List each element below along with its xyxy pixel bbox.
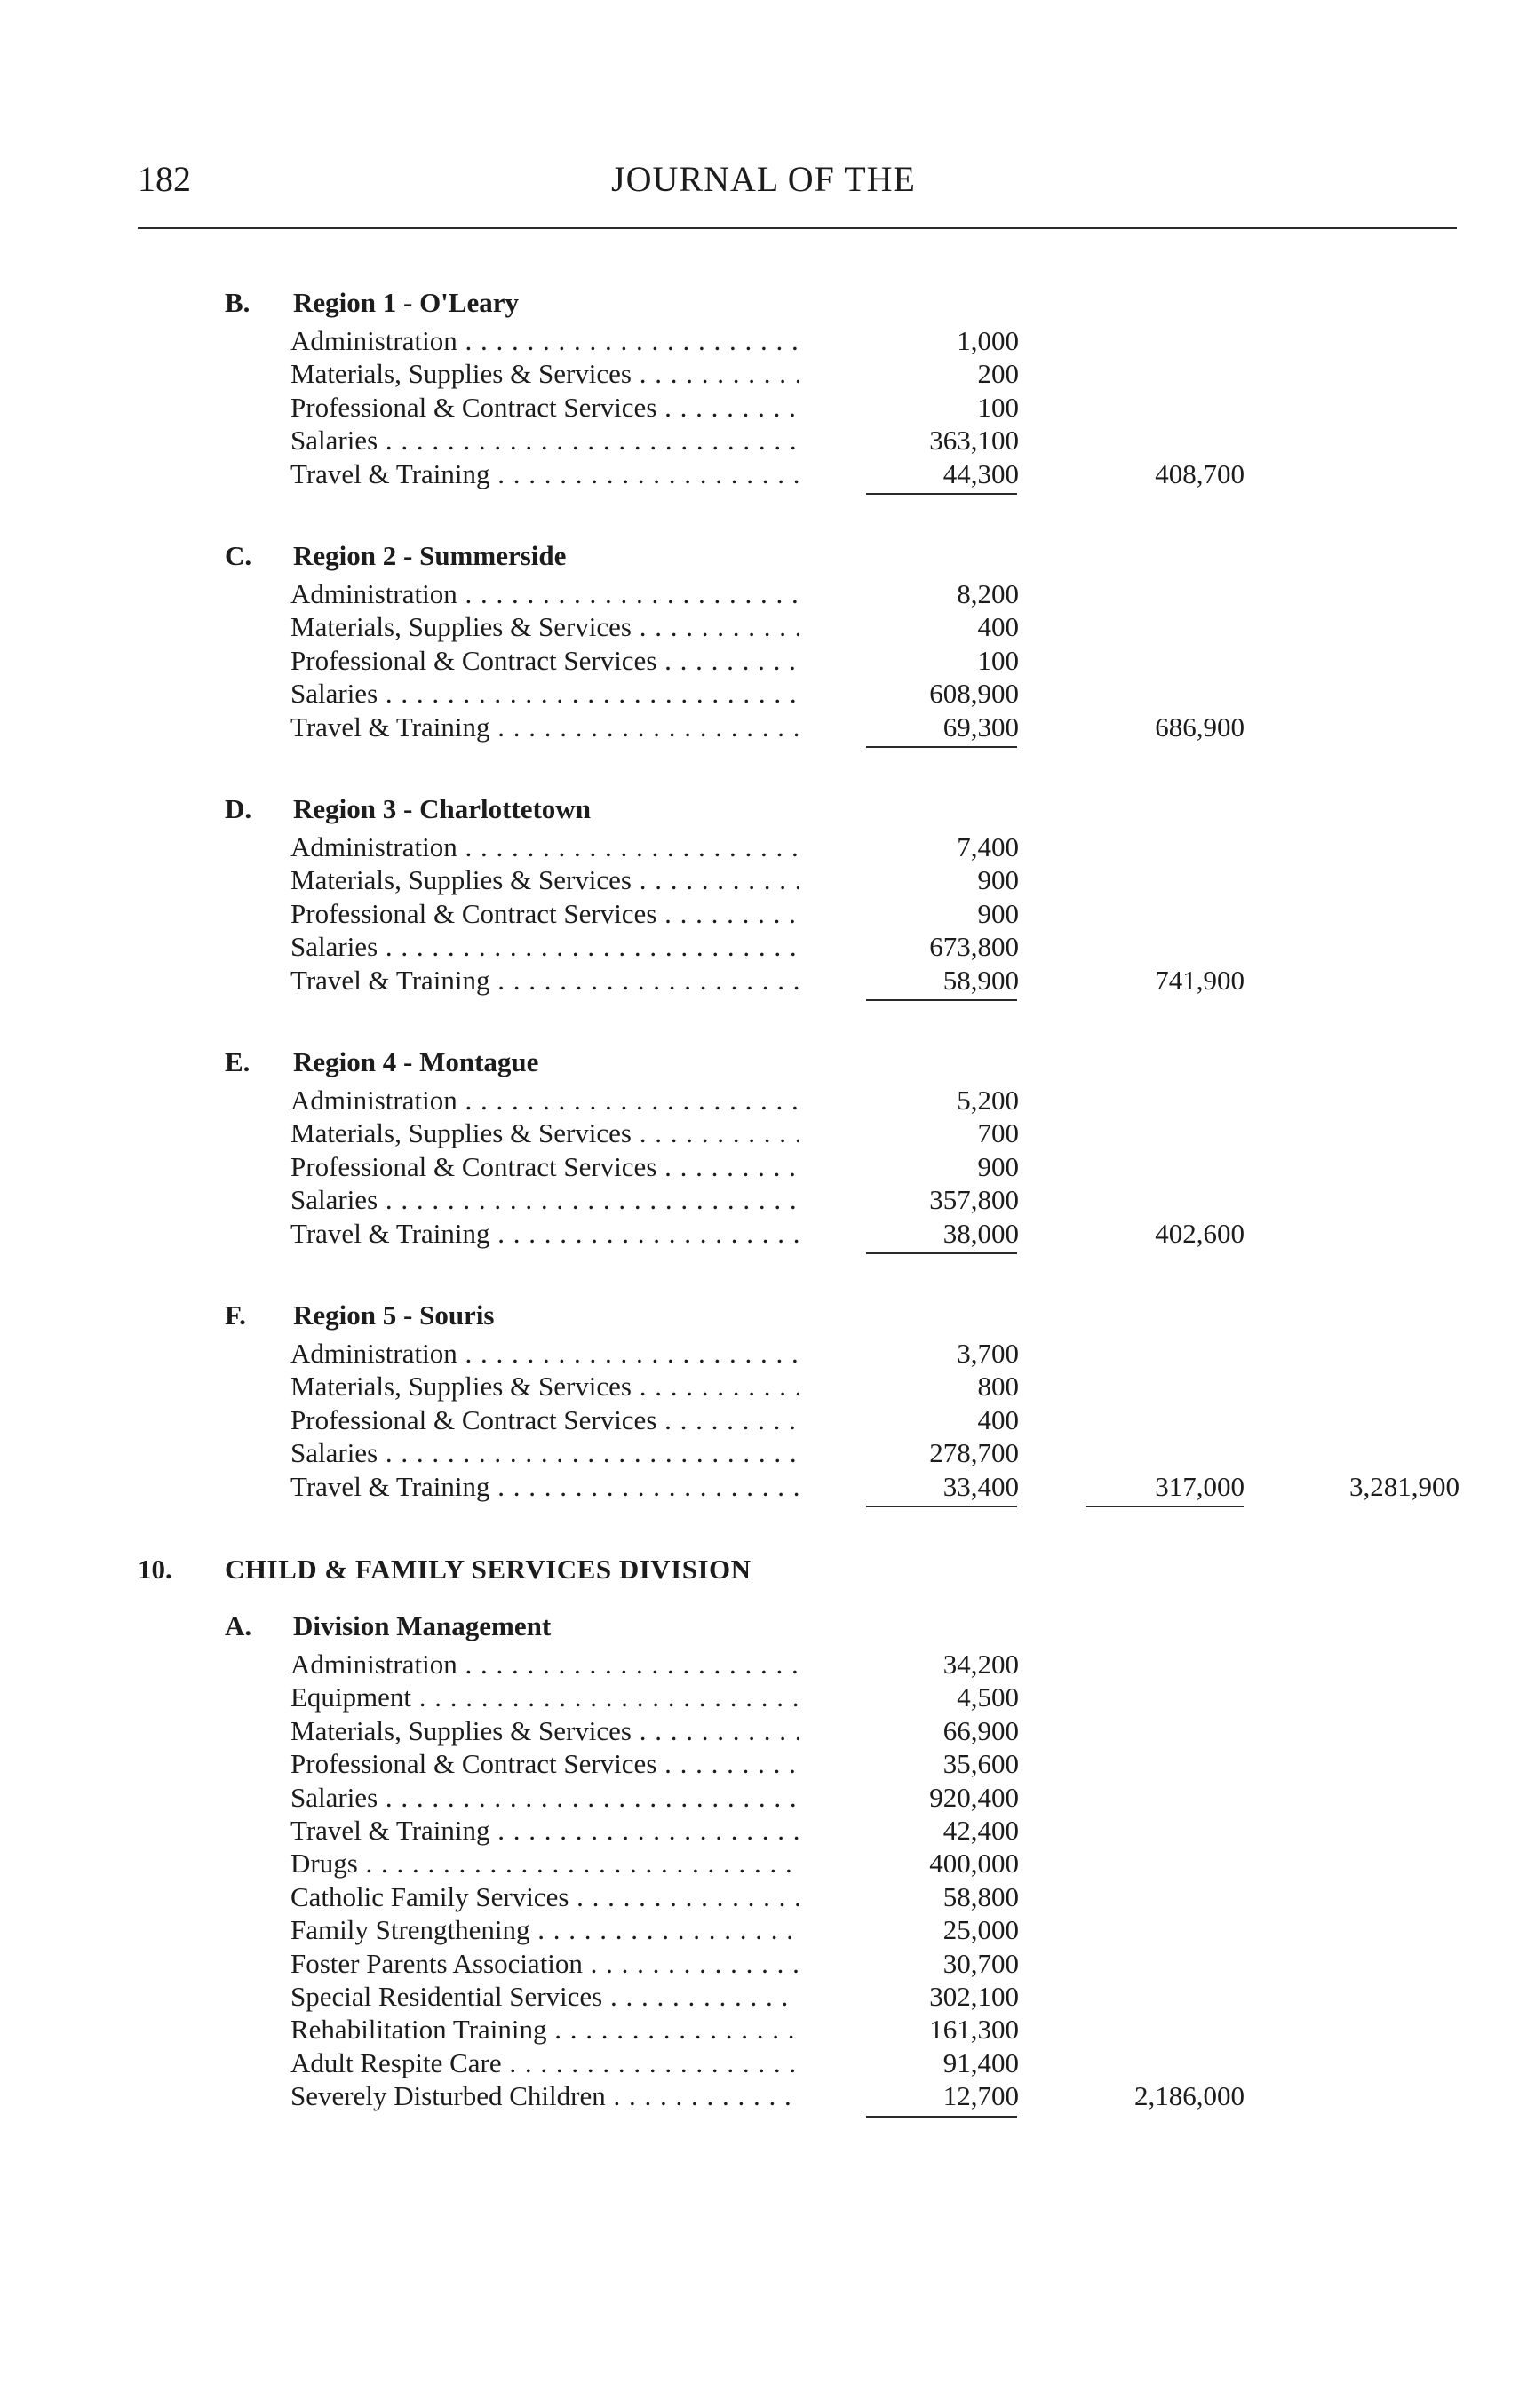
item-amount: 400,000 bbox=[929, 1848, 1019, 1880]
line-items bbox=[0, 830, 1527, 997]
item-label: Family Strengthening . . . bbox=[290, 1913, 799, 1946]
line-item bbox=[0, 424, 1527, 457]
line-item bbox=[0, 1470, 1527, 1503]
section-letter: D. bbox=[225, 793, 252, 824]
line-items bbox=[0, 1337, 1527, 1503]
item-label: Rehabilitation Training . . . bbox=[290, 2013, 799, 2046]
section-total: 686,900 bbox=[1155, 711, 1245, 743]
item-label: Salaries . . . bbox=[290, 1436, 799, 1469]
section-letter: A. bbox=[225, 1610, 252, 1641]
item-label: Adult Respite Care . . . bbox=[290, 2046, 799, 2079]
item-amount: 700 bbox=[977, 1117, 1019, 1149]
line-item bbox=[0, 1436, 1527, 1469]
item-amount: 35,600 bbox=[942, 1748, 1019, 1780]
item-amount: 900 bbox=[977, 897, 1019, 929]
section-letter: B. bbox=[225, 287, 251, 318]
item-amount: 100 bbox=[977, 644, 1019, 676]
section-heading: Division Management bbox=[293, 1610, 552, 1641]
subtotal-rule bbox=[866, 2116, 1017, 2118]
section-heading: Region 2 - Summerside bbox=[293, 540, 567, 571]
item-amount: 302,100 bbox=[929, 1980, 1019, 2012]
line-item bbox=[0, 1681, 1527, 1713]
item-amount: 38,000 bbox=[942, 1217, 1019, 1249]
line-item bbox=[0, 1880, 1527, 1913]
item-amount: 69,300 bbox=[942, 711, 1019, 743]
line-items bbox=[0, 1084, 1527, 1250]
section-letter: F. bbox=[225, 1299, 246, 1331]
line-item bbox=[0, 711, 1527, 743]
item-label: Travel & Training . . . bbox=[290, 964, 799, 997]
line-item bbox=[0, 610, 1527, 643]
item-amount: 30,700 bbox=[942, 1947, 1019, 1979]
item-amount: 91,400 bbox=[942, 2046, 1019, 2078]
item-label: Administration . . . bbox=[290, 1337, 799, 1370]
item-amount: 3,700 bbox=[957, 1338, 1019, 1369]
item-label: Professional & Contract Services . . . bbox=[290, 391, 799, 424]
line-item bbox=[0, 1980, 1527, 2013]
line-items bbox=[0, 577, 1527, 743]
line-item bbox=[0, 1714, 1527, 1747]
section-letter: E. bbox=[225, 1046, 251, 1077]
division-number: 10. bbox=[138, 1554, 172, 1585]
item-label: Travel & Training . . . bbox=[290, 457, 799, 490]
line-item bbox=[0, 1217, 1527, 1250]
item-label: Administration . . . bbox=[290, 577, 799, 610]
division-title: CHILD & FAMILY SERVICES DIVISION bbox=[225, 1554, 752, 1585]
item-amount: 900 bbox=[977, 1150, 1019, 1182]
item-label: Salaries . . . bbox=[290, 424, 799, 457]
division-heading bbox=[0, 1553, 1527, 1588]
running-title: JOURNAL OF THE bbox=[611, 159, 916, 199]
line-item bbox=[0, 964, 1527, 997]
item-amount: 4,500 bbox=[957, 1681, 1019, 1713]
subtotal-rule bbox=[866, 1506, 1017, 1507]
item-label: Salaries . . . bbox=[290, 930, 799, 963]
section-total: 402,600 bbox=[1155, 1217, 1245, 1249]
line-item bbox=[0, 1150, 1527, 1183]
line-item bbox=[0, 644, 1527, 677]
item-label: Professional & Contract Services . . . bbox=[290, 1403, 799, 1436]
line-item bbox=[0, 2046, 1527, 2079]
section-letter: C. bbox=[225, 540, 252, 571]
item-label: Travel & Training . . . bbox=[290, 1217, 799, 1250]
line-item bbox=[0, 1747, 1527, 1780]
line-item bbox=[0, 897, 1527, 930]
item-amount: 100 bbox=[977, 391, 1019, 423]
total-rule bbox=[1086, 1506, 1244, 1507]
line-item bbox=[0, 457, 1527, 490]
item-label: Professional & Contract Services . . . bbox=[290, 644, 799, 677]
line-item bbox=[0, 677, 1527, 710]
item-label: Professional & Contract Services . . . bbox=[290, 1747, 799, 1780]
item-amount: 161,300 bbox=[929, 2014, 1019, 2046]
item-label: Materials, Supplies & Services . . . bbox=[290, 1370, 799, 1403]
item-label: Materials, Supplies & Services . . . bbox=[290, 1714, 799, 1747]
item-label: Administration . . . bbox=[290, 1648, 799, 1681]
item-label: Professional & Contract Services . . . bbox=[290, 897, 799, 930]
item-amount: 25,000 bbox=[942, 1914, 1019, 1946]
section-total: 741,900 bbox=[1155, 964, 1245, 996]
item-label: Materials, Supplies & Services . . . bbox=[290, 1117, 799, 1149]
section-heading: Region 5 - Souris bbox=[293, 1299, 495, 1331]
item-amount: 58,900 bbox=[942, 964, 1019, 996]
line-item bbox=[0, 1337, 1527, 1370]
line-item bbox=[0, 577, 1527, 610]
line-item bbox=[0, 391, 1527, 424]
page-number: 182 bbox=[138, 159, 191, 199]
item-amount: 673,800 bbox=[929, 931, 1019, 963]
item-amount: 58,800 bbox=[942, 1880, 1019, 1912]
item-amount: 8,200 bbox=[957, 578, 1019, 609]
item-label: Salaries . . . bbox=[290, 1183, 799, 1216]
item-amount: 33,400 bbox=[942, 1470, 1019, 1502]
line-items bbox=[0, 324, 1527, 490]
item-amount: 900 bbox=[977, 864, 1019, 896]
item-label: Administration . . . bbox=[290, 830, 799, 863]
line-item bbox=[0, 830, 1527, 863]
item-label: Travel & Training . . . bbox=[290, 711, 799, 743]
item-label: Salaries . . . bbox=[290, 1781, 799, 1814]
item-amount: 363,100 bbox=[929, 425, 1019, 457]
item-amount: 200 bbox=[977, 358, 1019, 390]
line-item bbox=[0, 1913, 1527, 1946]
section-total: 2,186,000 bbox=[1134, 2080, 1245, 2112]
item-label: Catholic Family Services . . . bbox=[290, 1880, 799, 1913]
line-item bbox=[0, 1117, 1527, 1149]
item-label: Drugs . . . bbox=[290, 1847, 799, 1880]
item-label: Foster Parents Association . . . bbox=[290, 1947, 799, 1980]
line-item bbox=[0, 1947, 1527, 1980]
line-item bbox=[0, 2013, 1527, 2046]
item-amount: 1,000 bbox=[957, 325, 1019, 356]
item-amount: 608,900 bbox=[929, 678, 1019, 710]
item-amount: 44,300 bbox=[942, 457, 1019, 489]
item-amount: 7,400 bbox=[957, 831, 1019, 862]
line-item bbox=[0, 1084, 1527, 1117]
item-label: Salaries . . . bbox=[290, 677, 799, 710]
line-item bbox=[0, 1183, 1527, 1216]
item-amount: 400 bbox=[977, 611, 1019, 643]
item-amount: 357,800 bbox=[929, 1184, 1019, 1216]
item-amount: 12,700 bbox=[942, 2080, 1019, 2112]
line-item bbox=[0, 357, 1527, 390]
item-label: Travel & Training . . . bbox=[290, 1814, 799, 1847]
item-label: Materials, Supplies & Services . . . bbox=[290, 610, 799, 643]
line-item bbox=[0, 1370, 1527, 1403]
item-label: Professional & Contract Services . . . bbox=[290, 1150, 799, 1183]
item-label: Travel & Training . . . bbox=[290, 1470, 799, 1503]
section-heading: Region 1 - O'Leary bbox=[293, 287, 519, 318]
item-amount: 42,400 bbox=[942, 1814, 1019, 1846]
item-label: Materials, Supplies & Services . . . bbox=[290, 357, 799, 390]
subtotal-rule bbox=[866, 746, 1017, 748]
item-amount: 920,400 bbox=[929, 1781, 1019, 1813]
line-item bbox=[0, 930, 1527, 963]
item-amount: 66,900 bbox=[942, 1714, 1019, 1746]
line-item bbox=[0, 1847, 1527, 1880]
section-total: 317,000 bbox=[1155, 1470, 1245, 1502]
section-total: 408,700 bbox=[1155, 457, 1245, 489]
item-amount: 400 bbox=[977, 1403, 1019, 1435]
subtotal-rule bbox=[866, 999, 1017, 1001]
item-amount: 800 bbox=[977, 1371, 1019, 1403]
page-header bbox=[0, 0, 1527, 240]
line-item bbox=[0, 1648, 1527, 1681]
item-label: Administration . . . bbox=[290, 1084, 799, 1117]
line-items bbox=[0, 1648, 1527, 2112]
item-label: Administration . . . bbox=[290, 324, 799, 357]
line-item bbox=[0, 863, 1527, 896]
item-label: Equipment . . . bbox=[290, 1681, 799, 1713]
subtotal-rule bbox=[866, 1252, 1017, 1254]
item-label: Severely Disturbed Children . . . bbox=[290, 2079, 799, 2112]
item-amount: 5,200 bbox=[957, 1085, 1019, 1116]
line-item bbox=[0, 1781, 1527, 1814]
grand-total: 3,281,900 bbox=[1349, 1470, 1459, 1502]
section-heading: Region 3 - Charlottetown bbox=[293, 793, 591, 824]
item-label: Materials, Supplies & Services . . . bbox=[290, 863, 799, 896]
item-amount: 34,200 bbox=[942, 1649, 1019, 1680]
line-item bbox=[0, 1814, 1527, 1847]
subtotal-rule bbox=[866, 493, 1017, 495]
line-item bbox=[0, 1403, 1527, 1436]
line-item bbox=[0, 2079, 1527, 2112]
section-heading: Region 4 - Montague bbox=[293, 1046, 539, 1077]
item-label: Special Residential Services . . . bbox=[290, 1980, 799, 2013]
line-item bbox=[0, 324, 1527, 357]
header-rule bbox=[138, 227, 1457, 229]
item-amount: 278,700 bbox=[929, 1437, 1019, 1469]
